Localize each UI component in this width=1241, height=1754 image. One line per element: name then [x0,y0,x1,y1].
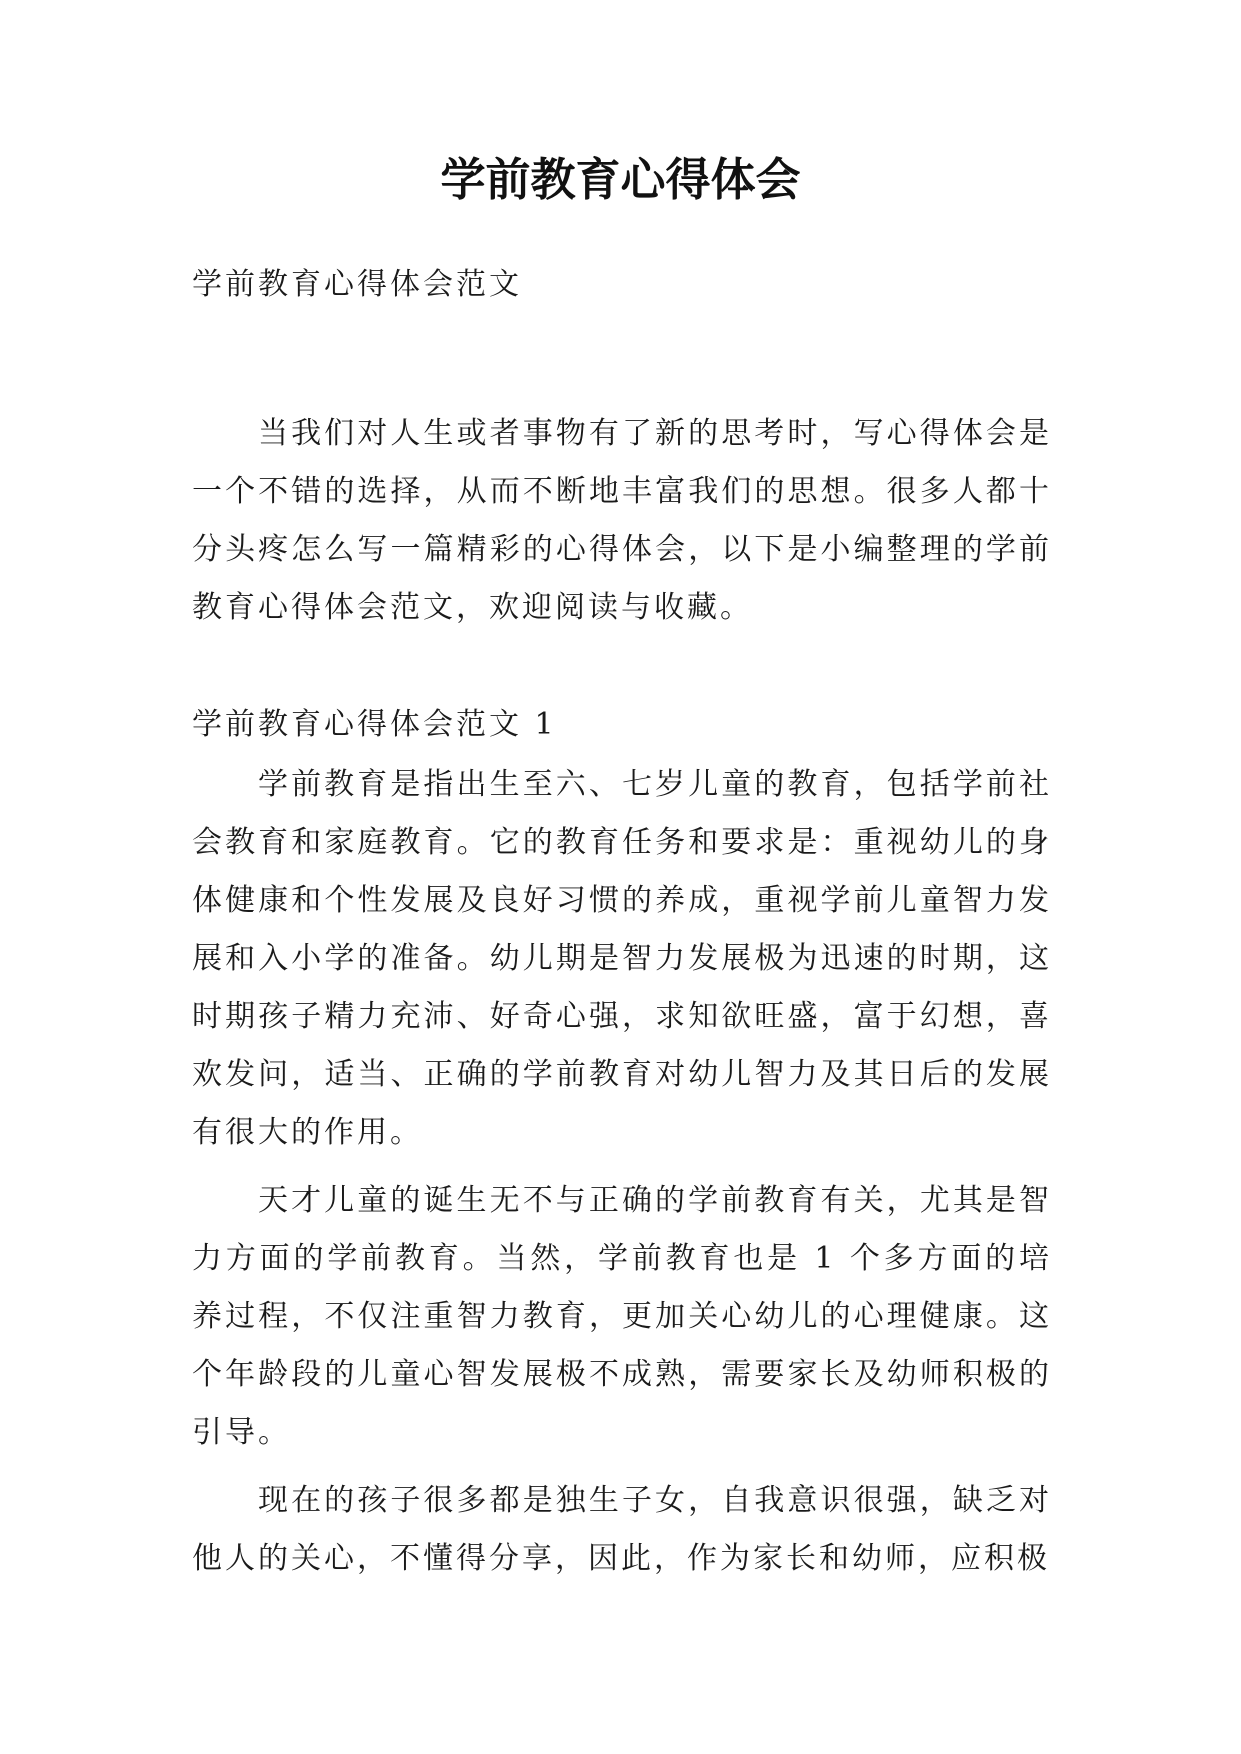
body-paragraph-1: 学前教育是指出生至六、七岁儿童的教育，包括学前社会教育和家庭教育。它的教育任务和要求是：重视幼儿的身体健康和个性发展及良好习惯的养成，重视学前儿童智力发展和入小学的准备。幼儿期是智力发展极为迅速的时期，这时期孩子精力充沛、好奇心强，求知欲旺盛，富于幻想，喜欢发问，适当、正确的学前教育对幼儿智力及其日后的发展有很大的作用。 [192,767,1052,1150]
body-paragraph-2: 天才儿童的诞生无不与正确的学前教育有关，尤其是智力方面的学前教育。当然，学前教育也是 1 个多方面的培养过程，不仅注重智力教育，更加关心幼儿的心理健康。这个年龄段的儿童心智发展极不成熟，需要家长及幼师积极的引导。 [192,1183,1052,1450]
document-title: 学前教育心得体会 [440,153,801,206]
section-heading: 学前教育心得体会范文 1 [192,707,557,742]
section-body [192,756,1052,1598]
intro-paragraph: 当我们对人生或者事物有了新的思考时，写心得体会是一个不错的选择，从而不断地丰富我们的思想。很多人都十分头疼怎么写一篇精彩的心得体会，以下是小编整理的学前教育心得体会范文，欢迎阅读与收藏。 [192,416,1052,625]
body-paragraph-3: 现在的孩子很多都是独生子女，自我意识很强，缺乏对他人的关心，不懂得分享，因此，作为家长和幼师，应积极 [192,1483,1052,1576]
document-subtitle: 学前教育心得体会范文 [192,267,522,302]
